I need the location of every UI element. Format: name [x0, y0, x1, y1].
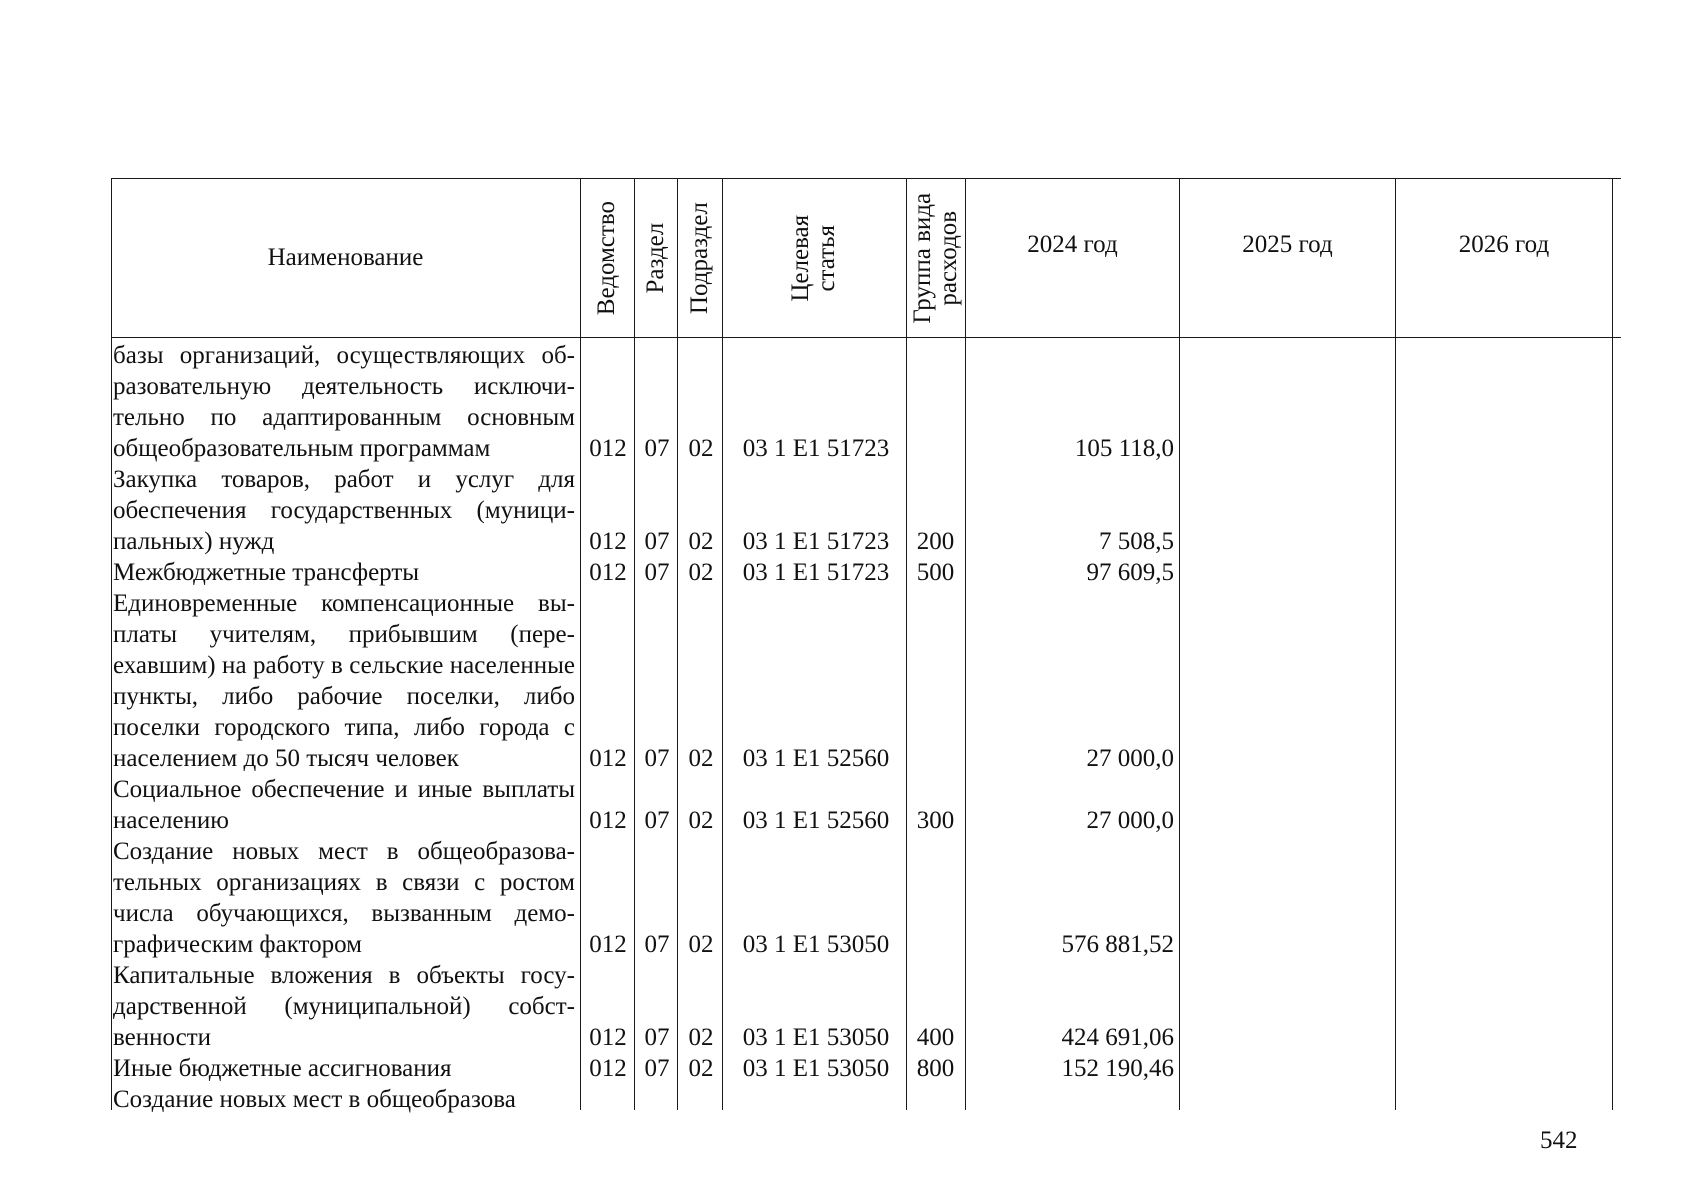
row-celevaya-statya: 03 1 E1 51723 — [742, 559, 890, 586]
header-2026-label: 2026 год — [1458, 230, 1550, 258]
row-gruppa: 200 — [916, 528, 955, 555]
row-vedomstvo: 012 — [589, 435, 627, 462]
col-border-y25 — [1179, 178, 1180, 1110]
row-2024-value: 27 000,0 — [1086, 807, 1174, 834]
row-gruppa: 300 — [916, 807, 955, 834]
header-name-label: Наименование — [267, 243, 424, 271]
row-razdel: 07 — [644, 807, 670, 834]
row-name: Создание новых мест в общеобразова — [113, 1086, 516, 1113]
row-name: Межбюджетные трансферты — [113, 559, 420, 586]
row-vedomstvo: 012 — [589, 1055, 627, 1082]
row-celevaya-statya: 03 1 E1 51723 — [742, 528, 890, 555]
header-gruppa-line2: расходов — [935, 210, 962, 306]
col-border-y24 — [965, 178, 966, 1110]
page-number: 542 — [1540, 1127, 1578, 1154]
header-podrazdel — [679, 180, 721, 336]
row-2024-value: 27 000,0 — [1086, 745, 1174, 772]
row-vedomstvo: 012 — [589, 528, 627, 555]
col-border-right — [1612, 178, 1613, 1110]
row-vedomstvo: 012 — [589, 807, 627, 834]
row-razdel: 07 — [644, 931, 670, 958]
row-podrazdel: 02 — [688, 807, 714, 834]
header-celevaya-label — [788, 215, 841, 302]
row-gruppa: 500 — [916, 559, 955, 586]
header-podrazdel-label: Подраздел — [685, 202, 713, 314]
header-2024 — [967, 180, 1178, 310]
row-name: Закупка товаров, работ и услуг для обеспечения государственных (муниципальных) нужд — [113, 466, 575, 555]
header-2025 — [1181, 180, 1394, 310]
row-name: базы организаций, осуществляющих образовательную деятельность исключительно по адаптированным основным общеобразовательным программам — [113, 342, 575, 462]
col-border-cel — [722, 178, 723, 1110]
row-razdel: 07 — [644, 559, 670, 586]
row-razdel: 07 — [644, 745, 670, 772]
row-celevaya-statya: 03 1 E1 53050 — [742, 931, 890, 958]
row-celevaya-statya: 03 1 E1 51723 — [742, 435, 890, 462]
row-2024-value: 152 190,46 — [1061, 1055, 1174, 1082]
row-razdel: 07 — [644, 1024, 670, 1051]
row-2024-value: 97 609,5 — [1086, 559, 1174, 586]
col-border-pod — [677, 178, 678, 1110]
row-podrazdel: 02 — [688, 1024, 714, 1051]
row-podrazdel: 02 — [688, 528, 714, 555]
header-vedomstvo — [582, 180, 633, 336]
row-name: Создание новых мест в общеобразовательных организациях в связи с ростом числа обучающихся, вызванным демографическим фактором — [113, 838, 575, 958]
row-podrazdel: 02 — [688, 745, 714, 772]
col-border-left — [111, 178, 112, 1110]
row-vedomstvo: 012 — [589, 745, 627, 772]
row-2024-value: 424 691,06 — [1061, 1024, 1174, 1051]
row-podrazdel: 02 — [688, 559, 714, 586]
row-celevaya-statya: 03 1 E1 52560 — [742, 807, 890, 834]
row-gruppa: 800 — [916, 1055, 955, 1082]
col-border-raz — [634, 178, 635, 1110]
header-razdel — [636, 180, 676, 336]
row-2024-value: 105 118,0 — [1074, 435, 1174, 462]
row-vedomstvo: 012 — [589, 559, 627, 586]
col-border-y26 — [1395, 178, 1396, 1110]
row-razdel: 07 — [644, 528, 670, 555]
row-name: Капитальные вложения в объекты государственной (муниципальной) собственности — [113, 962, 575, 1051]
row-razdel: 07 — [644, 1055, 670, 1082]
row-2024-value: 576 881,52 — [1061, 931, 1174, 958]
row-name: Иные бюджетные ассигнования — [113, 1055, 452, 1082]
header-celevaya-line2: статья — [813, 224, 841, 292]
header-celevaya — [724, 180, 905, 336]
row-gruppa: 400 — [916, 1024, 955, 1051]
col-border-ved — [580, 178, 581, 1110]
row-2024-value: 7 508,5 — [1099, 528, 1174, 555]
row-podrazdel: 02 — [688, 931, 714, 958]
row-podrazdel: 02 — [688, 435, 714, 462]
header-celevaya-line1: Целевая — [787, 214, 815, 302]
header-2024-label: 2024 год — [1027, 230, 1118, 258]
row-celevaya-statya: 03 1 E1 52560 — [742, 745, 890, 772]
row-name: Единовременные компенсационные выплаты учителям, прибывшим (переехавшим) на работу в сельские населенные пункты, либо рабочие поселки, либо поселки городского типа, либо города с населением до 50 тысяч человек — [113, 590, 575, 772]
row-vedomstvo: 012 — [589, 931, 627, 958]
row-podrazdel: 02 — [688, 1055, 714, 1082]
header-gruppa — [908, 180, 964, 336]
col-border-grp — [906, 178, 907, 1110]
header-razdel-label: Раздел — [641, 222, 669, 294]
header-gruppa-line1: Группа вида — [908, 192, 936, 324]
header-name — [113, 180, 578, 336]
header-2026 — [1397, 180, 1611, 310]
row-celevaya-statya: 03 1 E1 53050 — [742, 1024, 890, 1051]
row-vedomstvo: 012 — [589, 1024, 627, 1051]
row-razdel: 07 — [644, 435, 670, 462]
header-gruppa-label — [910, 193, 963, 324]
header-2025-label: 2025 год — [1242, 230, 1333, 258]
row-celevaya-statya: 03 1 E1 53050 — [742, 1055, 890, 1082]
header-vedomstvo-label: Ведомство — [593, 200, 621, 316]
row-name: Социальное обеспечение и иные выплаты населению — [113, 776, 575, 834]
